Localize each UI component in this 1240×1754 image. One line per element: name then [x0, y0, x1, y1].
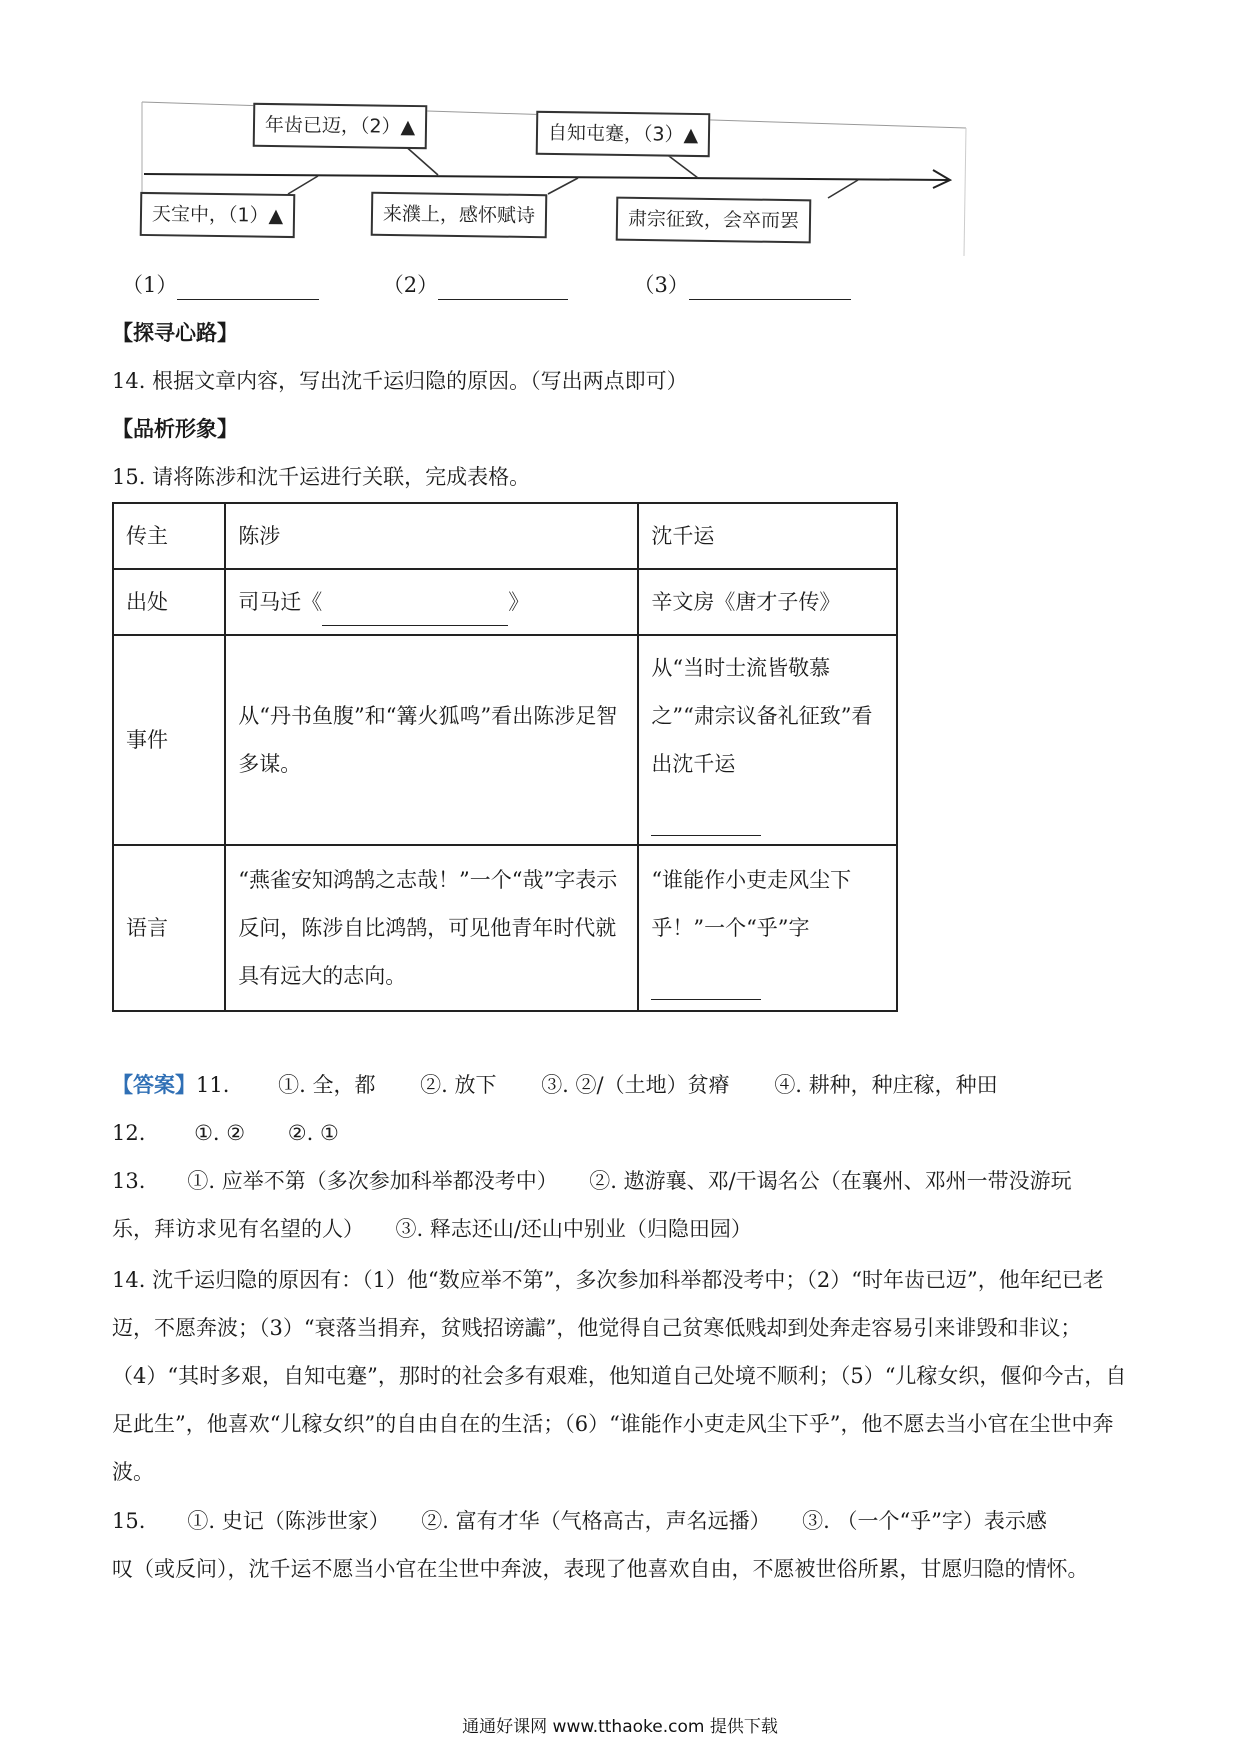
answer-15-line-2: 叹（或反问），沈千运不愿当小官在尘世中奔波，表现了他喜欢自由，不愿被世俗所累，甘愿归隐的情怀。 [112, 1557, 1089, 1581]
timeline-figure [138, 98, 968, 260]
cell-language-left: “燕雀安知鸿鹄之志哉！”一个“哉”字表示反问，陈涉自比鸿鹄，可见他青年时代就具有远大的志向。 [225, 845, 638, 1011]
cell-language-right [638, 845, 897, 1011]
question-15: 15. 请将陈涉和沈千运进行关联，完成表格。 [112, 465, 531, 489]
table-row-source [113, 569, 897, 635]
blank-1-label: （1） [122, 273, 178, 297]
blank-3-label: （3） [633, 273, 689, 297]
language-right-text: “谁能作小吏走风尘下乎！”一个“乎”字 [651, 868, 852, 940]
answer-11 [112, 1070, 998, 1100]
source-left-prefix: 司马迁《 [238, 590, 323, 614]
cell-shenqianyun: 沈千运 [638, 503, 897, 569]
cell-chenshe: 陈涉 [225, 503, 638, 569]
table-row-language [113, 845, 897, 1011]
section-title-xinlu: 【探寻心路】 [112, 320, 238, 345]
cell-source-left [225, 569, 638, 635]
cell-event-left: 从“丹书鱼腹”和“篝火狐鸣”看出陈涉足智多谋。 [225, 635, 638, 845]
source-left-suffix: 》 [508, 590, 530, 614]
timeline-box-pushang: 来濮上，感怀赋诗 [371, 192, 548, 238]
cell-label-source: 出处 [113, 569, 225, 635]
timeline-box-age: 年齿已迈，（2）▲ [253, 103, 428, 149]
cell-event-right [638, 635, 897, 845]
answer-13-line-2: 乐，拜访求见有名望的人） ③. 释志还山/还山中别业（归隐田园） [112, 1217, 752, 1241]
section-title-xingxiang: 【品析形象】 [112, 416, 238, 441]
source-left-blank[interactable] [322, 601, 508, 626]
cell-source-right: 辛文房《唐才子传》 [638, 569, 897, 635]
footer-source: 通通好课网 www.tthaoke.com 提供下载 [462, 1717, 778, 1737]
comparison-table [112, 502, 898, 1012]
table-row-header [113, 503, 897, 569]
blank-2-line[interactable] [438, 275, 568, 300]
answer-12 [112, 1118, 339, 1148]
answer-11-item-1: ①. 全，都 [278, 1073, 376, 1097]
blank-2-label: （2） [382, 273, 439, 297]
timeline-box-tianbao: 天宝中，（1）▲ [140, 192, 296, 238]
blank-row [122, 270, 851, 300]
event-right-blank[interactable] [651, 811, 761, 836]
answer-12-item-1: ①. ② [194, 1121, 246, 1145]
answer-13-line-1: 13. ①. 应举不第（多次参加科举都没考中） ②. 遨游襄、邓/干谒名公（在襄州、邓州一带没游玩 [112, 1169, 1072, 1193]
blank-3-line[interactable] [689, 275, 851, 300]
question-14: 14. 根据文章内容，写出沈千运归隐的原因。（写出两点即可） [112, 369, 688, 393]
answer-11-num: 11. [196, 1073, 230, 1097]
cell-label-language: 语言 [113, 845, 225, 1011]
answer-tag: 【答案】 [112, 1072, 196, 1097]
blank-1-line[interactable] [177, 275, 319, 300]
table-row-event [113, 635, 897, 845]
answer-12-item-2: ②. ① [287, 1121, 339, 1145]
answer-11-item-2: ②. 放下 [420, 1073, 497, 1097]
answer-12-num: 12. [112, 1121, 146, 1145]
answer-11-item-3: ③. ②/（土地）贫瘠 [541, 1073, 730, 1097]
cell-label-event: 事件 [113, 635, 225, 845]
language-right-blank[interactable] [651, 975, 761, 1000]
timeline-box-suzong: 肃宗征致，会卒而罢 [616, 197, 812, 244]
answer-14: 14. 沈千运归隐的原因有：（1）他“数应举不第”，多次参加科举都没考中；（2）“时年齿已迈”，他年纪已老迈，不愿奔波；（3）“衰落当捐弃，贫贱招谤讟”，他觉得自己贫寒低贱却到处奔走容易引来诽毁和非议；（4）“其时多艰，自知屯蹇”，那时的社会多有艰难，他知道自己处境不顺利；（5）“儿稼女织，偃仰今古，自足此生”，他喜欢“儿稼女织”的自由自在的生活；（6）“谁能作小吏走风尘下乎”，他不愿去当小官在尘世中奔波。 [112, 1268, 1127, 1484]
answer-15-line-1: 15. ①. 史记（陈涉世家） ②. 富有才华（气格高古，声名远播） ③. （一个“乎”字）表示感 [112, 1509, 1047, 1533]
timeline-box-hardship: 自知屯蹇，（3）▲ [536, 111, 711, 157]
event-right-text: 从“当时士流皆敬慕之”“肃宗议备礼征致”看出沈千运 [651, 656, 873, 776]
cell-label-biographee: 传主 [113, 503, 225, 569]
answer-11-item-4: ④. 耕种，种庄稼，种田 [774, 1073, 998, 1097]
